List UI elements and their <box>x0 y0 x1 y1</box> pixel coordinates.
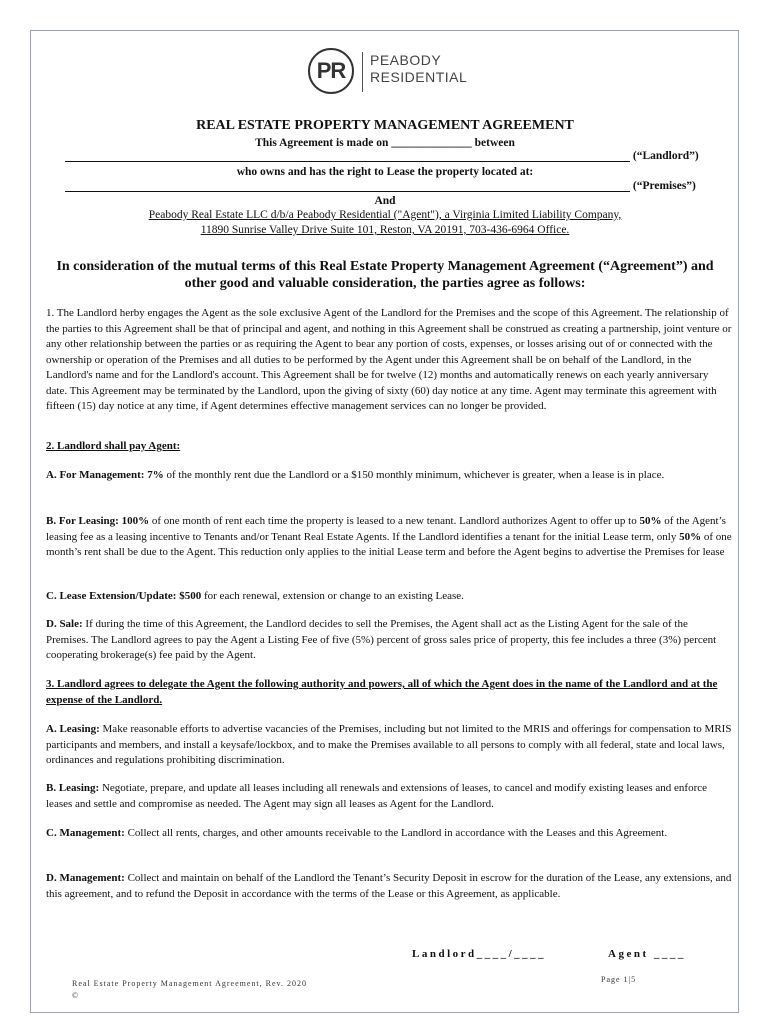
section-2b-text-2: of the Agent’s leasing fee as a leasing incentive to Tenants and/or Tenant Real Estate Agents. If the Landlord identifies a tenant for the initial Lease term, only <box>46 515 726 543</box>
section-2a-label: A. For Management: 7% <box>46 469 164 481</box>
footer-document-name: Real Estate Property Management Agreement, Rev. 2020 <box>72 979 307 988</box>
made-on-line: This Agreement is made on ______________ between <box>255 137 515 149</box>
section-3c-text: Collect all rents, charges, and other amounts receivable to the Landlord in accordance with the Leases and this Agreement. <box>124 827 668 839</box>
section-2d-text: If during the time of this Agreement, the Landlord decides to sell the Premises, the Agent shall act as the Listing Agent for the sale of the Premises. The Landlord agrees to pay the Agent a Listing Fee of five (5%) percent of gross sales price of property, this fee includes a three (3%) percent cooperating brokerage(s) fee paid by the Agent. <box>46 618 717 661</box>
section-2b-paragraph <box>46 514 732 561</box>
section-3b-paragraph <box>46 781 732 812</box>
section-2b-text-1: of one month of rent each time the property is leased to a new tenant. Landlord authorizes Agent to offer up to <box>149 515 640 527</box>
section-3a-paragraph <box>46 722 732 769</box>
document-title: REAL ESTATE PROPERTY MANAGEMENT AGREEMENT <box>196 118 574 133</box>
section-2d-label: D. Sale: <box>46 618 83 630</box>
section-2-heading: 2. Landlord shall pay Agent: <box>46 440 181 452</box>
section-3c-paragraph <box>46 826 732 842</box>
footer-copyright: © <box>72 991 80 1000</box>
premises-label: (“Premises”) <box>632 180 696 192</box>
logo-wordmark <box>370 52 467 86</box>
logo-divider <box>362 52 363 92</box>
section-2a-paragraph <box>46 468 732 484</box>
landlord-blank-row <box>65 150 715 162</box>
section-2a-text: of the monthly rent due the Landlord or a $150 monthly minimum, whichever is greater, when a lease is in place. <box>163 469 665 481</box>
landlord-initials-field[interactable]: Landlord____/____ <box>412 948 547 960</box>
consideration-heading: In consideration of the mutual terms of this Real Estate Property Management Agreement (“Agreement”) and other good and valuable consideration, the parties agree as follows: <box>56 259 714 291</box>
agent-identity-line: Peabody Real Estate LLC d/b/a Peabody Residential ("Agent"), a Virginia Limited Liability Company, <box>148 209 622 221</box>
agent-initials-field[interactable]: Agent ____ <box>608 948 686 960</box>
section-2c-label: C. Lease Extension/Update: $500 <box>46 590 202 602</box>
section-2b-percent-2: 50% <box>679 530 702 543</box>
section-2b-percent-1: 50% <box>639 515 662 527</box>
landlord-name-blank[interactable] <box>65 151 630 162</box>
premises-address-blank[interactable] <box>65 181 630 192</box>
footer-page-number: Page 1|5 <box>601 975 637 984</box>
section-3a-text: Make reasonable efforts to advertise vacancies of the Premises, including but not limited to the MRIS and offerings for compensation to MRIS participants and members, and install a keysafe/lockbox, and to make the Premises available to all persons to comply with all federal, state and local laws, ordinances and regulations prohibiting discrimination. <box>46 723 732 766</box>
logo-line-2: RESIDENTIAL <box>370 69 468 85</box>
section-3d-paragraph <box>46 871 732 902</box>
section-2c-paragraph <box>46 589 732 605</box>
section-2d-paragraph <box>46 617 732 664</box>
landlord-label: (“Landlord”) <box>632 150 699 162</box>
section-3c-label: C. Management: <box>46 827 125 839</box>
section-2b-text-3: of one month’s rent shall be due to the Agent. This reduction only applies to the initial Lease term and before the Agent begins to advertise the Premises for lease <box>46 530 732 558</box>
section-1-paragraph: 1. The Landlord herby engages the Agent as the sole exclusive Agent of the Landlord for the Premises and the scope of this Agreement. The relationship of the parties to this Agreement shall be that of principal and agent, and nothing in this Agreement shall be construed as creating a partnership, joint venture or any other relationship between the parties or as requiring the Agent to bear any portion of costs, expenses, or losses arising out of or connected with the ownership or operation of the Premises and all duties to be performed by the Agent under this Agreement shall be on behalf of the Landlord, in the Landlord's name and for the Landlord's account. This Agreement shall be for twelve (12) months and automatically renews on each yearly anniversary date. This Agreement may be terminated by the Landlord, upon the giving of sixty (60) day notice at any time. Agent may terminate this agreement with fifteen (15) day notice at any time, if Agent determines effective management services can no longer be provided. <box>46 307 732 412</box>
logo-line-1: PEABODY <box>370 52 442 68</box>
agent-address-line: 11890 Sunrise Valley Drive Suite 101, Reston, VA 20191, 703-436-6964 Office. <box>200 224 570 236</box>
premises-blank-row <box>65 180 715 192</box>
section-3a-label: A. Leasing: <box>46 723 100 735</box>
section-3d-text: Collect and maintain on behalf of the Landlord the Tenant’s Security Deposit in escrow for the duration of the Lease, any extensions, and this agreement, and to refund the Deposit in accordance with the terms of the Lease or this Agreement, as applicable. <box>46 872 732 900</box>
section-3-heading: 3. Landlord agrees to delegate the Agent the following authority and powers, all of which the Agent does in the name of the Landlord and at the expense of the Landlord. <box>46 678 718 706</box>
company-logo <box>308 48 468 96</box>
section-2b-label: B. For Leasing: 100% <box>46 515 150 527</box>
owns-line: who owns and has the right to Lease the property located at: <box>236 166 534 178</box>
section-3d-label: D. Management: <box>46 872 125 884</box>
section-3b-text: Negotiate, prepare, and update all leases including all renewals and extensions of leases, to cancel and modify existing leases and enforce leases and settle and compromise as needed. The Agent may sign all leases as Agent for the Landlord. <box>46 782 708 810</box>
section-2c-text: for each renewal, extension or change to an existing Lease. <box>201 590 464 602</box>
pr-logo-mark: PR <box>308 48 354 94</box>
and-line: And <box>374 195 396 207</box>
section-3b-label: B. Leasing: <box>46 782 100 794</box>
